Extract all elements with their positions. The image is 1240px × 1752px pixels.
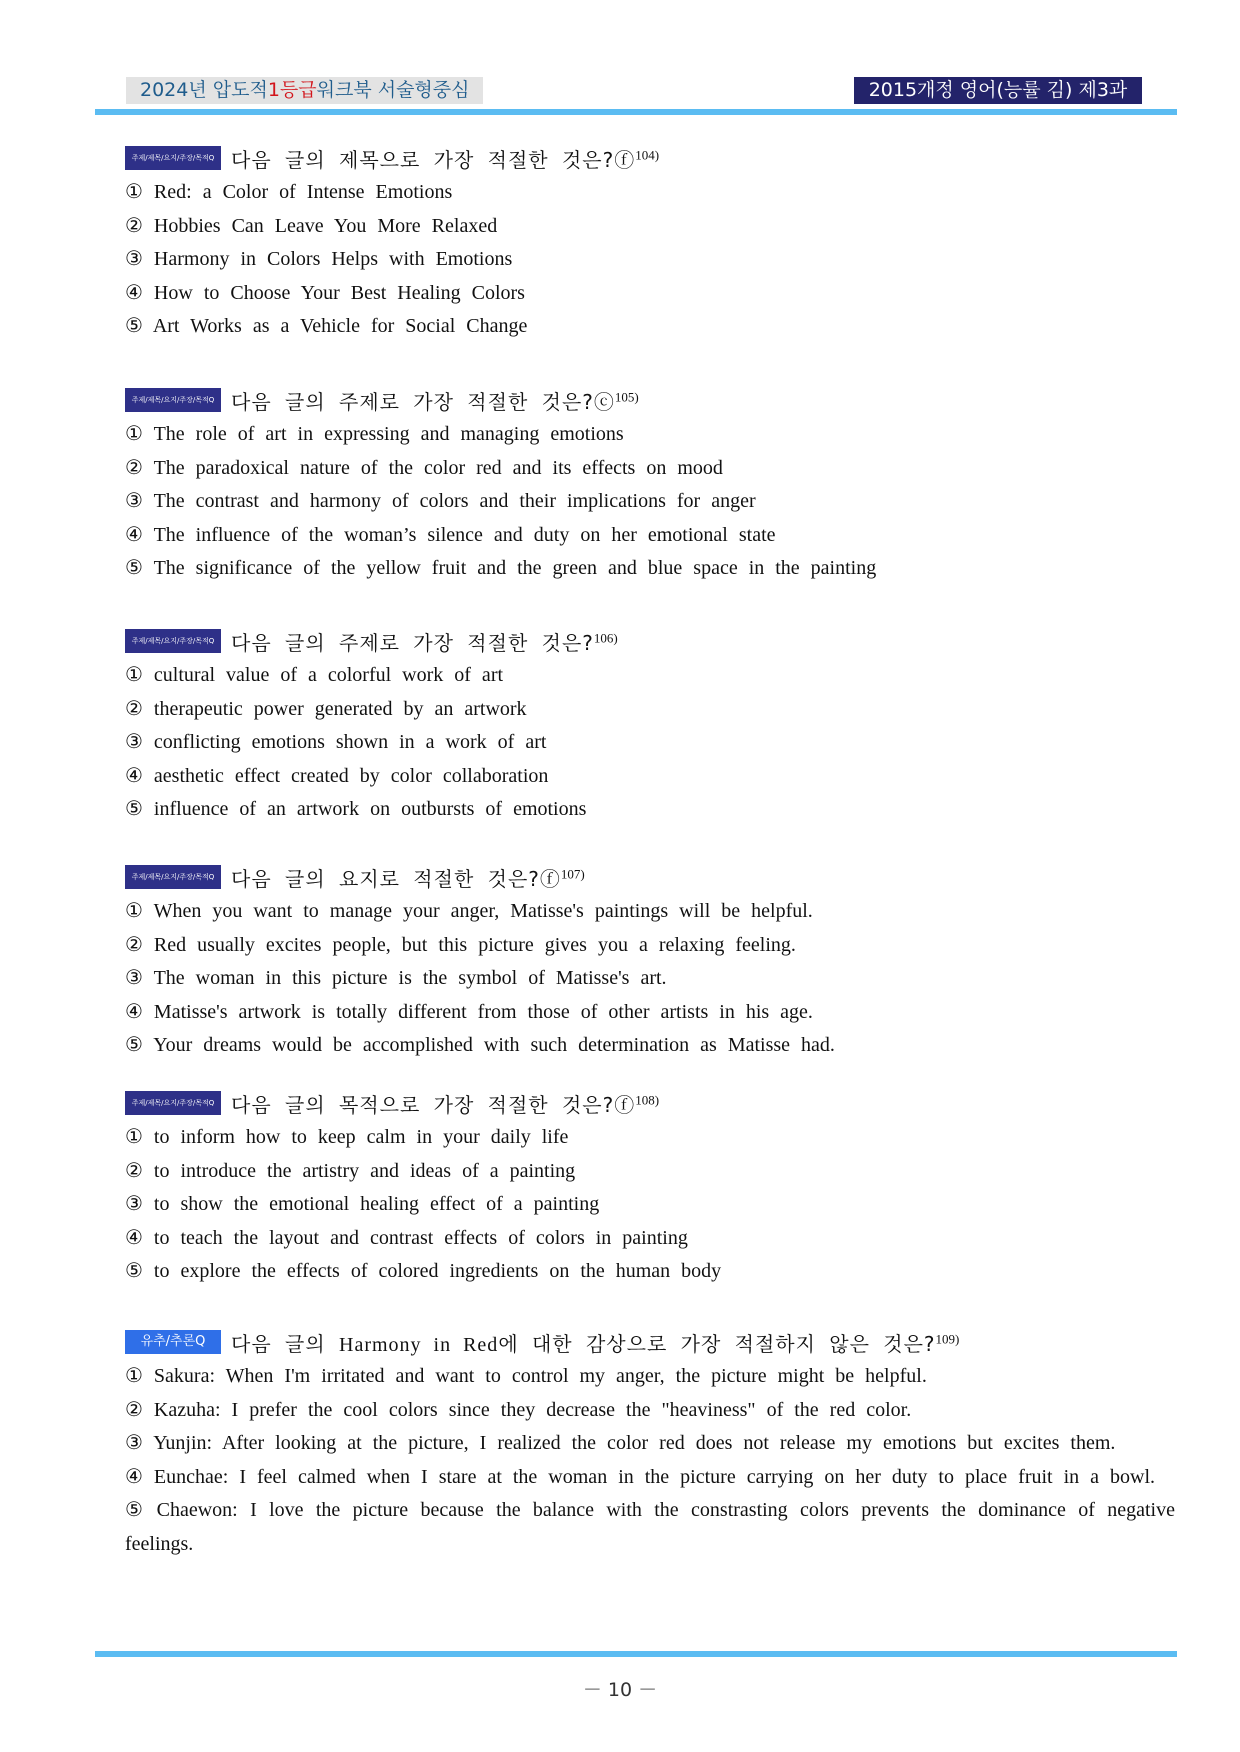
answer-option: ③ The woman in this picture is the symbol of Matisse's art. — [125, 967, 667, 990]
answer-option: ⑤ The significance of the yellow fruit and the green and blue space in the painting — [125, 557, 877, 580]
question-5 — [125, 1088, 1175, 1289]
question-text: 다음 글의 주제로 가장 적절한 것은?ⓒ — [231, 389, 615, 414]
question-header — [125, 1327, 1175, 1357]
answer-option: ④ aesthetic effect created by color collaboration — [125, 764, 549, 787]
title-part: 워크북 서술형중심 — [316, 79, 470, 101]
question-text: 다음 글의 목적으로 가장 적절한 것은?ⓕ — [231, 1092, 636, 1117]
answer-option: ④ Eunchae: I feel calmed when I stare at the woman in the picture carrying on her duty to place fruit in a bowl. — [125, 1465, 1156, 1488]
question-text: 다음 글의 제목으로 가장 적절한 것은?ⓕ — [231, 147, 636, 172]
answer-option: ② therapeutic power generated by an artwork — [125, 697, 527, 720]
question-text: 다음 글의 주제로 가장 적절한 것은? — [231, 630, 594, 655]
lesson-label: 2015개정 영어(능률 김) 제3과 — [854, 77, 1142, 104]
footnote-ref[interactable]: 109) — [935, 1330, 960, 1346]
answer-option: ③ The contrast and harmony of colors and their implications for anger — [125, 490, 756, 513]
footer-divider — [95, 1651, 1177, 1657]
question-text: 다음 글의 요지로 적절한 것은?ⓕ — [231, 866, 561, 891]
question-type-badge: 주제/제목/요지/주장/목적Q — [125, 1091, 221, 1115]
answer-option: ① Sakura: When I'm irritated and want to control my anger, the picture might be helpful. — [125, 1365, 927, 1387]
answer-option: ① to inform how to keep calm in your daily life — [125, 1126, 569, 1148]
answer-option: ① The role of art in expressing and managing emotions — [125, 423, 624, 445]
answer-option: ⑤ Your dreams would be accomplished with such determination as Matisse had. — [125, 1034, 835, 1057]
answer-option: ⑤ Art Works as a Vehicle for Social Change — [125, 315, 528, 338]
question-title — [231, 1089, 659, 1118]
answer-option: ② The paradoxical nature of the color red and its effects on mood — [125, 456, 723, 479]
question-title — [231, 144, 659, 173]
answer-option: ② to introduce the artistry and ideas of a painting — [125, 1159, 576, 1182]
footnote-ref[interactable]: 104) — [635, 146, 660, 162]
question-text: 에 대한 감상으로 가장 적절하지 않은 것은? — [498, 1331, 936, 1356]
question-4 — [125, 862, 1175, 1063]
question-header — [125, 385, 1175, 415]
title-part: 2024년 압도적 — [140, 79, 268, 101]
answer-option: ④ The influence of the woman’s silence and duty on her emotional state — [125, 523, 776, 546]
answer-option: ④ Matisse's artwork is totally different from those of other artists in his age. — [125, 1000, 813, 1023]
question-type-badge: 주제/제목/요지/주장/목적Q — [125, 388, 221, 412]
question-title — [231, 863, 585, 892]
question-header — [125, 862, 1175, 892]
footnote-ref[interactable]: 106) — [593, 629, 618, 645]
header-divider — [95, 109, 1177, 115]
answer-option: ③ to show the emotional healing effect of a painting — [125, 1193, 600, 1216]
question-header — [125, 1088, 1175, 1118]
answer-option: ① cultural value of a colorful work of art — [125, 664, 504, 686]
answer-option: ④ to teach the layout and contrast effects of colors in painting — [125, 1226, 688, 1249]
answer-option: ② Kazuha: I prefer the cool colors since they decrease the "heaviness" of the red color. — [125, 1398, 912, 1421]
workbook-title — [126, 77, 483, 104]
question-2 — [125, 385, 1175, 586]
answer-option: ④ How to Choose Your Best Healing Colors — [125, 281, 525, 304]
question-type-badge: 주제/제목/요지/주장/목적Q — [125, 146, 221, 170]
answer-option: ② Red usually excites people, but this picture gives you a relaxing feeling. — [125, 933, 796, 956]
answer-option: ① When you want to manage your anger, Matisse's paintings will be helpful. — [125, 900, 813, 922]
answer-option: ① Red: a Color of Intense Emotions — [125, 181, 453, 203]
question-title — [231, 1328, 959, 1357]
question-1 — [125, 143, 1175, 344]
question-3 — [125, 626, 1175, 827]
question-header — [125, 143, 1175, 173]
question-text: 다음 글의 — [231, 1331, 339, 1356]
answer-option: ② Hobbies Can Leave You More Relaxed — [125, 214, 498, 237]
answer-option: ⑤ influence of an artwork on outbursts of emotions — [125, 798, 587, 821]
answer-option: ⑤ to explore the effects of colored ingredients on the human body — [125, 1260, 722, 1283]
question-type-badge: 유추/추론Q — [125, 1330, 221, 1354]
answer-option: ③ Yunjin: After looking at the picture, I realized the color red does not release my emotions but excites them. — [125, 1432, 1116, 1455]
question-header — [125, 626, 1175, 656]
question-6 — [125, 1327, 1175, 1562]
footnote-ref[interactable]: 107) — [560, 865, 585, 881]
title-highlight: 1등급 — [267, 79, 317, 101]
footnote-ref[interactable]: 105) — [614, 388, 639, 404]
question-title — [231, 386, 639, 415]
question-type-badge: 주제/제목/요지/주장/목적Q — [125, 865, 221, 889]
footnote-ref[interactable]: 108) — [635, 1091, 660, 1107]
answer-option: ⑤ Chaewon: I love the picture because the balance with the constrasting colors prevents the dominance of negative feelings. — [125, 1499, 1175, 1555]
question-type-badge: 주제/제목/요지/주장/목적Q — [125, 629, 221, 653]
answer-option: ③ Harmony in Colors Helps with Emotions — [125, 248, 513, 271]
question-title — [231, 627, 618, 656]
answer-option: ③ conflicting emotions shown in a work of art — [125, 731, 547, 754]
question-text-en: Harmony in Red — [339, 1333, 499, 1356]
page-number: － 10 － — [582, 1679, 658, 1701]
